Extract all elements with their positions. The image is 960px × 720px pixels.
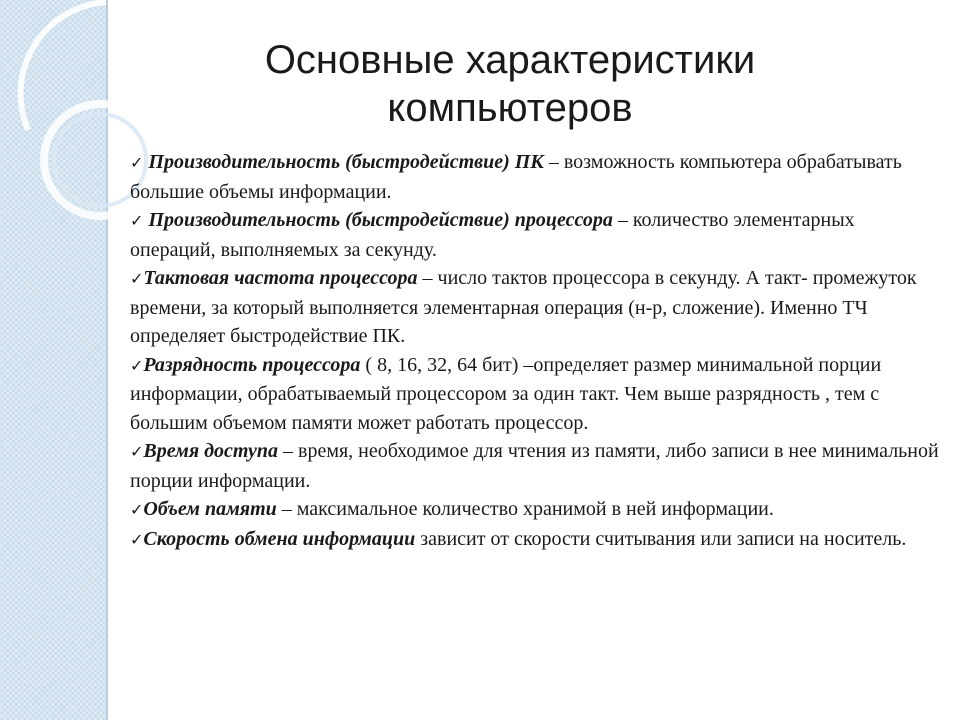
slide-title [150,36,870,132]
list-item-pc-performance [130,148,940,206]
definition: ( 8, 16, 32, 64 бит) –определяет размер минимальной порции информации, обрабатываемый процессором за один такт. Чем выше разрядность , тем с большим объемом памяти может работать процессор. [130,353,882,434]
list-item-cpu-performance [130,206,940,264]
checkmark-icon: ✓ [130,500,144,519]
definition: – возможность компьютера обрабатывать большие объемы информации. [130,151,902,203]
definition: – максимальное количество хранимой в ней информации. [276,498,774,520]
term: Разрядность процессора [143,353,361,376]
term: Скорость обмена информации [143,527,416,550]
characteristics-list [130,148,940,554]
checkmark-icon: ✓ [130,529,144,549]
decorative-arc-outer [21,2,106,130]
term: Производительность (быстродействие) ПК [148,151,544,173]
definition: зависит от скорости считывания или записи на носитель. [415,527,907,550]
list-item-memory-size [130,495,940,525]
term: Объем памяти [143,498,277,520]
checkmark-icon: ✓ [130,355,144,375]
slide-title-line-2: компьютеров [387,86,633,130]
list-item-bit-depth [130,351,940,438]
term: Производительность (быстродействие) процессора [148,209,613,231]
definition: – количество элементарных операций, выполняемых за секунду. [130,209,855,261]
checkmark-icon: ✓ [130,442,144,461]
slide-title-line-1: Основные характеристики [264,38,756,82]
term: Время доступа [143,440,278,462]
list-item-access-time [130,437,940,495]
list-item-exchange-speed [130,525,940,555]
list-item-clock-frequency [130,264,940,351]
checkmark-icon: ✓ [130,269,144,288]
definition: – время, необходимое для чтения из памяти, либо записи в нее минимальной порции информации. [130,440,939,492]
term: Тактовая частота процессора [143,267,418,289]
definition: – число тактов процессора в секунду. А такт- промежуток времени, за который выполняется элементарная операция (н-р, сложение). Именно ТЧ определяет быстродействие ПК. [130,267,917,347]
checkmark-icon: ✓ [130,211,144,230]
checkmark-icon: ✓ [130,153,144,172]
